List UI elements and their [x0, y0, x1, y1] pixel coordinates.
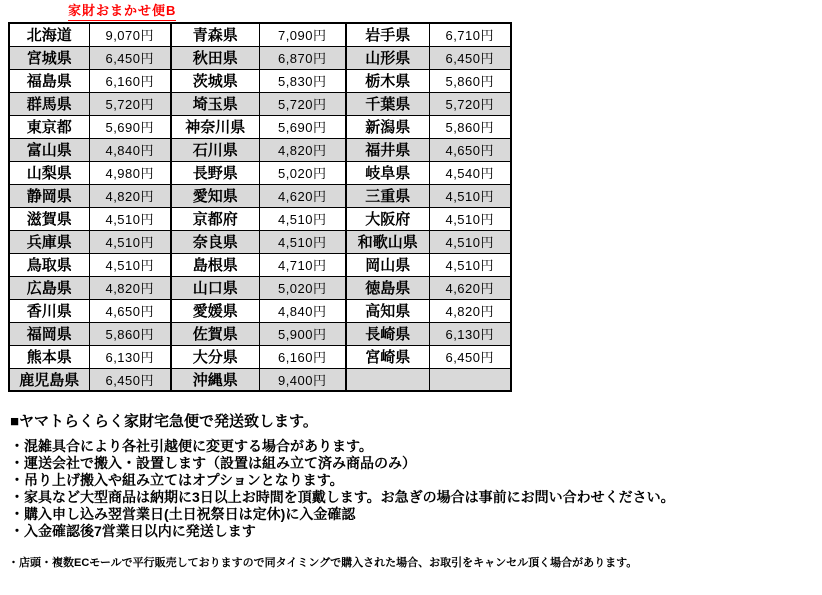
- prefecture-cell: 福岡県: [9, 322, 89, 345]
- table-row: [9, 253, 511, 276]
- prefecture-cell: 富山県: [9, 138, 89, 161]
- prefecture-cell: 高知県: [346, 299, 429, 322]
- price-cell: 6,450円: [89, 368, 171, 391]
- prefecture-cell: [346, 368, 429, 391]
- price-cell: 4,820円: [89, 184, 171, 207]
- price-cell: 5,860円: [89, 322, 171, 345]
- prefecture-cell: 群馬県: [9, 92, 89, 115]
- prefecture-cell: 神奈川県: [171, 115, 259, 138]
- prefecture-cell: 奈良県: [171, 230, 259, 253]
- prefecture-cell: 島根県: [171, 253, 259, 276]
- prefecture-cell: 愛知県: [171, 184, 259, 207]
- prefecture-cell: 岐阜県: [346, 161, 429, 184]
- table-row: [9, 345, 511, 368]
- price-cell: 4,510円: [89, 253, 171, 276]
- price-cell: 4,510円: [89, 230, 171, 253]
- table-row: [9, 368, 511, 391]
- price-cell: 5,860円: [429, 69, 511, 92]
- prefecture-cell: 熊本県: [9, 345, 89, 368]
- prefecture-cell: 山梨県: [9, 161, 89, 184]
- note-line: ・吊り上げ搬入や組み立てはオプションとなります。: [10, 472, 344, 488]
- price-cell: 4,510円: [429, 207, 511, 230]
- prefecture-cell: 千葉県: [346, 92, 429, 115]
- prefecture-cell: 新潟県: [346, 115, 429, 138]
- price-cell: 6,450円: [89, 46, 171, 69]
- price-cell: 4,540円: [429, 161, 511, 184]
- price-cell: 5,690円: [89, 115, 171, 138]
- price-cell: 5,860円: [429, 115, 511, 138]
- prefecture-cell: 福井県: [346, 138, 429, 161]
- price-cell: 4,820円: [429, 299, 511, 322]
- table-row: [9, 46, 511, 69]
- price-cell: 5,020円: [259, 276, 346, 299]
- price-cell: 6,870円: [259, 46, 346, 69]
- table-row: [9, 92, 511, 115]
- price-cell: 5,830円: [259, 69, 346, 92]
- table-row: [9, 23, 511, 46]
- price-cell: 4,980円: [89, 161, 171, 184]
- table-row: [9, 115, 511, 138]
- table-row: [9, 138, 511, 161]
- prefecture-cell: 徳島県: [346, 276, 429, 299]
- prefecture-cell: 宮城県: [9, 46, 89, 69]
- price-cell: 9,400円: [259, 368, 346, 391]
- price-cell: 4,510円: [259, 230, 346, 253]
- note-line: ・購入申し込み翌営業日(土日祝祭日は定休)に入金確認: [10, 506, 356, 522]
- price-cell: 7,090円: [259, 23, 346, 46]
- prefecture-cell: 宮崎県: [346, 345, 429, 368]
- shipping-notes-heading: ■ヤマトらくらく家財宅急便で発送致します。: [10, 413, 318, 430]
- prefecture-cell: 三重県: [346, 184, 429, 207]
- price-cell: 4,510円: [259, 207, 346, 230]
- price-cell: 4,620円: [259, 184, 346, 207]
- prefecture-cell: 山形県: [346, 46, 429, 69]
- table-row: [9, 184, 511, 207]
- table-row: [9, 161, 511, 184]
- table-row: [9, 230, 511, 253]
- table-row: [9, 69, 511, 92]
- note-line: ・混雑具合により各社引越便に変更する場合があります。: [10, 438, 373, 454]
- prefecture-cell: 長崎県: [346, 322, 429, 345]
- prefecture-cell: 鳥取県: [9, 253, 89, 276]
- note-line: ・入金確認後7営業日以内に発送します: [10, 523, 256, 539]
- price-cell: 4,510円: [429, 230, 511, 253]
- price-cell: 5,720円: [89, 92, 171, 115]
- price-cell: 5,690円: [259, 115, 346, 138]
- prefecture-cell: 大分県: [171, 345, 259, 368]
- prefecture-cell: 茨城県: [171, 69, 259, 92]
- prefecture-cell: 広島県: [9, 276, 89, 299]
- prefecture-cell: 長野県: [171, 161, 259, 184]
- prefecture-cell: 埼玉県: [171, 92, 259, 115]
- price-cell: 4,650円: [89, 299, 171, 322]
- prefecture-cell: 鹿児島県: [9, 368, 89, 391]
- notes-list: [10, 438, 675, 540]
- price-cell: 6,130円: [429, 322, 511, 345]
- prefecture-cell: 東京都: [9, 115, 89, 138]
- price-cell: 6,450円: [429, 345, 511, 368]
- fine-print-note: ・店頭・複数ECモールで平行販売しておりますので同タイミングで購入された場合、お取引をキャンセル頂く場合があります。: [8, 557, 638, 569]
- table-row: [9, 276, 511, 299]
- price-cell: 6,710円: [429, 23, 511, 46]
- price-cell: 4,840円: [259, 299, 346, 322]
- shipping-table-title: 家財おまかせ便B: [68, 3, 176, 21]
- prefecture-cell: 京都府: [171, 207, 259, 230]
- prefecture-cell: 山口県: [171, 276, 259, 299]
- prefecture-cell: 青森県: [171, 23, 259, 46]
- prefecture-cell: 秋田県: [171, 46, 259, 69]
- price-cell: 4,510円: [89, 207, 171, 230]
- prefecture-cell: 愛媛県: [171, 299, 259, 322]
- price-cell: 5,020円: [259, 161, 346, 184]
- note-line: ・家具など大型商品は納期に3日以上お時間を頂戴します。お急ぎの場合は事前にお問い合わせください。: [10, 489, 675, 505]
- price-cell: 5,720円: [429, 92, 511, 115]
- prefecture-cell: 兵庫県: [9, 230, 89, 253]
- price-cell: 4,650円: [429, 138, 511, 161]
- price-cell: 6,160円: [89, 69, 171, 92]
- prefecture-cell: 香川県: [9, 299, 89, 322]
- note-line: ・運送会社で搬入・設置します（設置は組み立て済み商品のみ）: [10, 455, 416, 471]
- prefecture-cell: 佐賀県: [171, 322, 259, 345]
- price-cell: 4,820円: [259, 138, 346, 161]
- price-cell: [429, 368, 511, 391]
- price-cell: 4,820円: [89, 276, 171, 299]
- price-cell: 9,070円: [89, 23, 171, 46]
- prefecture-cell: 大阪府: [346, 207, 429, 230]
- prefecture-cell: 福島県: [9, 69, 89, 92]
- prefecture-cell: 滋賀県: [9, 207, 89, 230]
- price-cell: 5,720円: [259, 92, 346, 115]
- price-cell: 6,130円: [89, 345, 171, 368]
- table-row: [9, 299, 511, 322]
- shipping-fee-table: [8, 22, 512, 392]
- price-cell: 4,510円: [429, 253, 511, 276]
- price-cell: 4,510円: [429, 184, 511, 207]
- prefecture-cell: 北海道: [9, 23, 89, 46]
- table-row: [9, 322, 511, 345]
- prefecture-cell: 栃木県: [346, 69, 429, 92]
- price-cell: 4,620円: [429, 276, 511, 299]
- price-cell: 4,710円: [259, 253, 346, 276]
- price-cell: 6,160円: [259, 345, 346, 368]
- prefecture-cell: 石川県: [171, 138, 259, 161]
- prefecture-cell: 岡山県: [346, 253, 429, 276]
- price-cell: 5,900円: [259, 322, 346, 345]
- table-row: [9, 207, 511, 230]
- prefecture-cell: 和歌山県: [346, 230, 429, 253]
- price-cell: 6,450円: [429, 46, 511, 69]
- price-cell: 4,840円: [89, 138, 171, 161]
- prefecture-cell: 沖縄県: [171, 368, 259, 391]
- prefecture-cell: 岩手県: [346, 23, 429, 46]
- shipping-table-body: [9, 23, 511, 391]
- prefecture-cell: 静岡県: [9, 184, 89, 207]
